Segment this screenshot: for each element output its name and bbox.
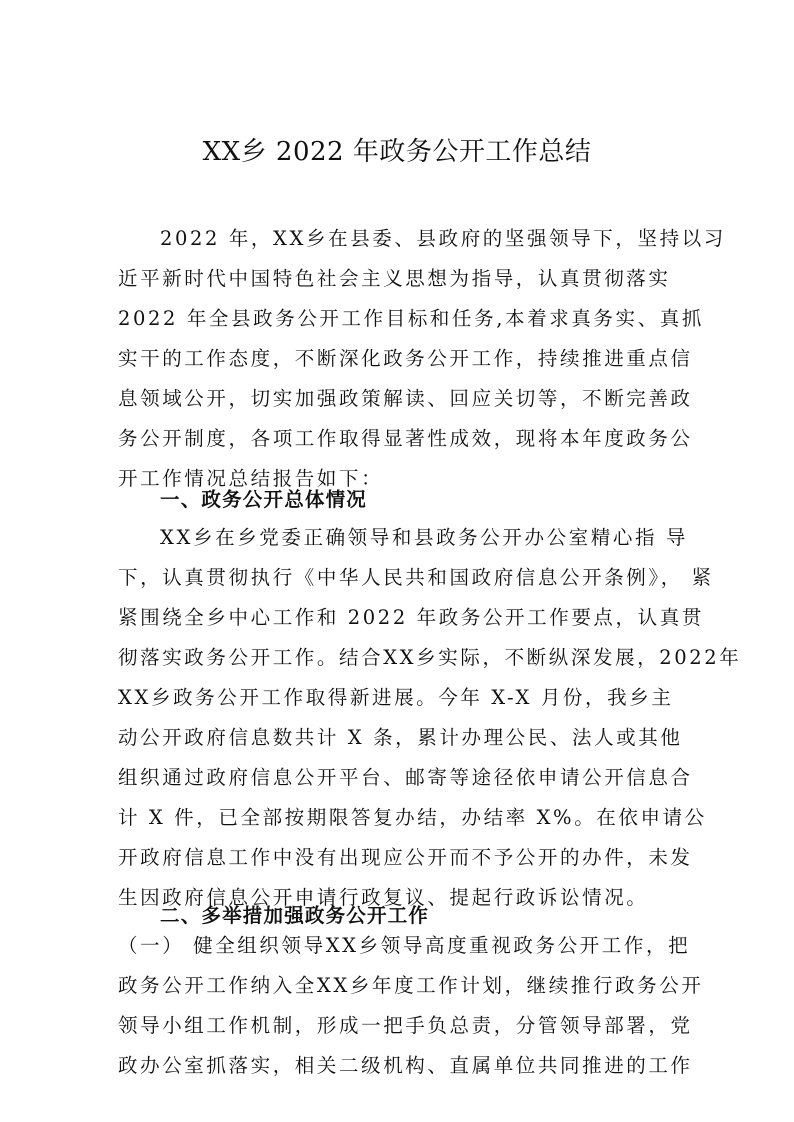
text-line: 开工作情况总结报告如下： bbox=[118, 467, 384, 490]
text-line: 计 X 件，已全部按期限答复办结，办结率 X%。在依申请公 bbox=[118, 806, 707, 829]
text-line: 下，认真贯彻执行《中华人民共和国政府信息公开条例》， 紧 bbox=[118, 566, 714, 589]
text-line: 息领域公开，切实加强政策解读、回应关切等，不断完善政 bbox=[118, 387, 693, 410]
text-line: 生因政府信息公开申请行政复议、提起行政诉讼情况。 bbox=[118, 886, 649, 909]
text-line: 近平新时代中国特色社会主义思想为指导，认真贯彻落实 bbox=[118, 267, 671, 290]
document-title: XX乡 2022 年政务公开工作总结 bbox=[202, 137, 592, 167]
text-line: XX乡在乡党委正确领导和县政务公开办公室精心指 导 bbox=[160, 526, 688, 549]
text-line: 组织通过政府信息公开平台、邮寄等途径依申请公开信息合 bbox=[118, 766, 693, 789]
heading-text: 二、多举措加强政务公开工作 bbox=[160, 904, 430, 927]
text-line: XX乡政务公开工作取得新进展。今年 X-X 月份，我乡主 bbox=[118, 686, 674, 709]
text-line: （一） 健全组织领导XX乡领导高度重视政务公开工作，把 bbox=[118, 934, 691, 957]
text-line: 实干的工作态度，不断深化政务公开工作，持续推进重点信 bbox=[118, 347, 693, 370]
text-line: 开政府信息工作中没有出现应公开而不予公开的办件，未发 bbox=[118, 846, 693, 869]
text-line: 紧围绕全乡中心工作和 2022 年政务公开工作要点，认真贯 bbox=[118, 606, 704, 629]
text-line: 2022 年全县政务公开工作目标和任务,本着求真务实、真抓 bbox=[118, 307, 704, 330]
heading-text: 一、政务公开总体情况 bbox=[160, 488, 368, 511]
text-line: 彻落实政务公开工作。结合XX乡实际，不断纵深发展，2022年 bbox=[118, 646, 742, 669]
paragraph-intro bbox=[118, 219, 726, 499]
text-line: 政办公室抓落实，相关二级机构、直属单位共同推进的工作 bbox=[118, 1054, 693, 1077]
text-line: 政务公开工作纳入全XX乡年度工作计划，继续推行政务公开 bbox=[118, 974, 704, 997]
section-heading-1 bbox=[118, 480, 674, 520]
text-line: 2022 年，XX乡在县委、县政府的坚强领导下，坚持以习 bbox=[160, 227, 726, 250]
paragraph-measures bbox=[118, 926, 704, 1086]
text-line: 动公开政府信息数共计 X 条，累计办理公民、法人或其他 bbox=[118, 726, 683, 749]
text-line: 务公开制度，各项工作取得显著性成效，现将本年度政务公 bbox=[118, 427, 693, 450]
paragraph-overview bbox=[118, 518, 742, 918]
text-line: 领导小组工作机制，形成一把手负总责，分管领导部署，党 bbox=[118, 1014, 693, 1037]
